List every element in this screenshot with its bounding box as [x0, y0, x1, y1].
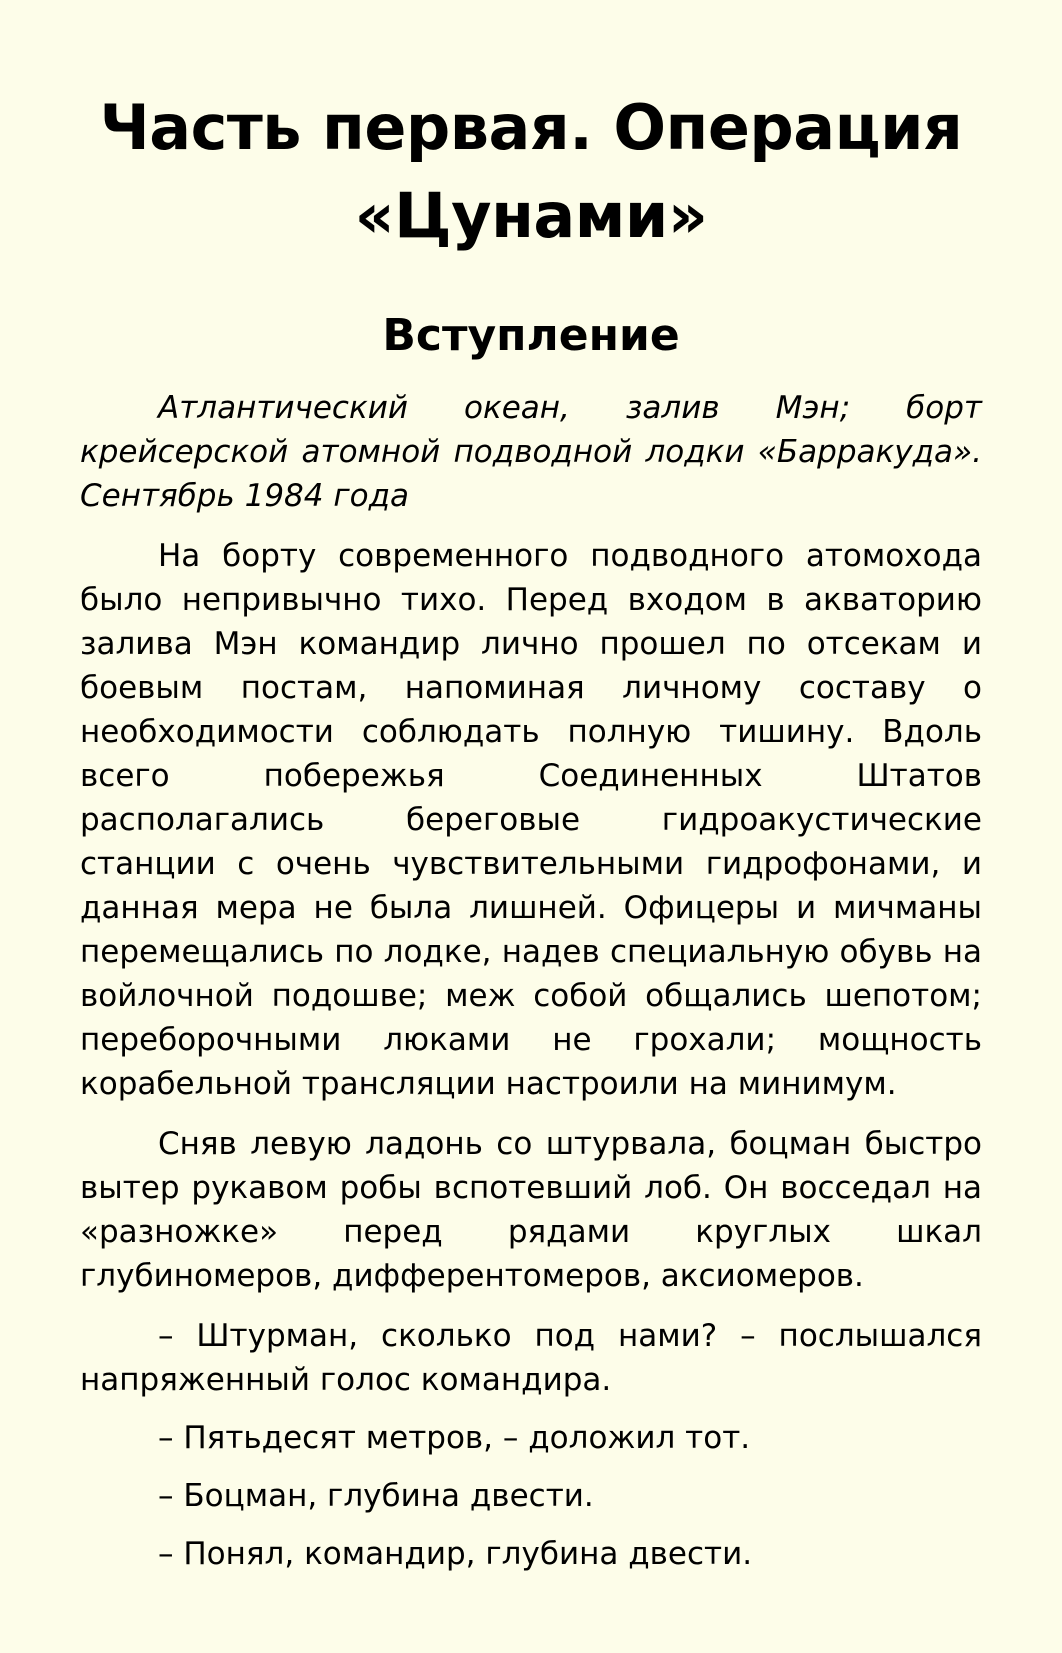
paragraph: На борту современного подводного атомохода было непривычно тихо. Перед входом в акваторию залива Мэн командир лично прошел по отсекам и боевым постам, напоминая личному составу о необходимости соблюдать полную тишину. Вдоль всего побережья Соединенных Штатов располагались береговые гидроакустические станции с очень чувствительными гидрофонами, и данная мера не была лишней. Офицеры и мичманы перемещались по лодке, надев специальную обувь на войлочной подошве; меж собой общались шепотом; переборочными люками не грохали; мощность корабельной трансляции настроили на минимум. [80, 538, 982, 1102]
dialogue-line: – Штурман, сколько под нами? – послышался напряженный голос командира. [80, 1318, 982, 1398]
paragraph: Сняв левую ладонь со штурвала, боцман быстро вытер рукавом робы вспотевший лоб. Он восседал на «разножке» перед рядами круглых шкал глубиномеров, дифферентомеров, аксиомеров. [80, 1126, 982, 1294]
section-title: Вступление [382, 310, 680, 361]
chapter-title: Часть первая. Операция «Цунами» [99, 91, 963, 252]
dialogue-line: – Понял, командир, глубина двести. [158, 1536, 753, 1572]
epigraph: Атлантический океан, залив Мэн; борт крейсерской атомной подводной лодки «Барракуда». Сентябрь 1984 года [80, 390, 982, 514]
dialogue-line: – Пятьдесят метров, – доложил тот. [158, 1420, 751, 1456]
dialogue-line: – Боцман, глубина двести. [158, 1478, 594, 1514]
